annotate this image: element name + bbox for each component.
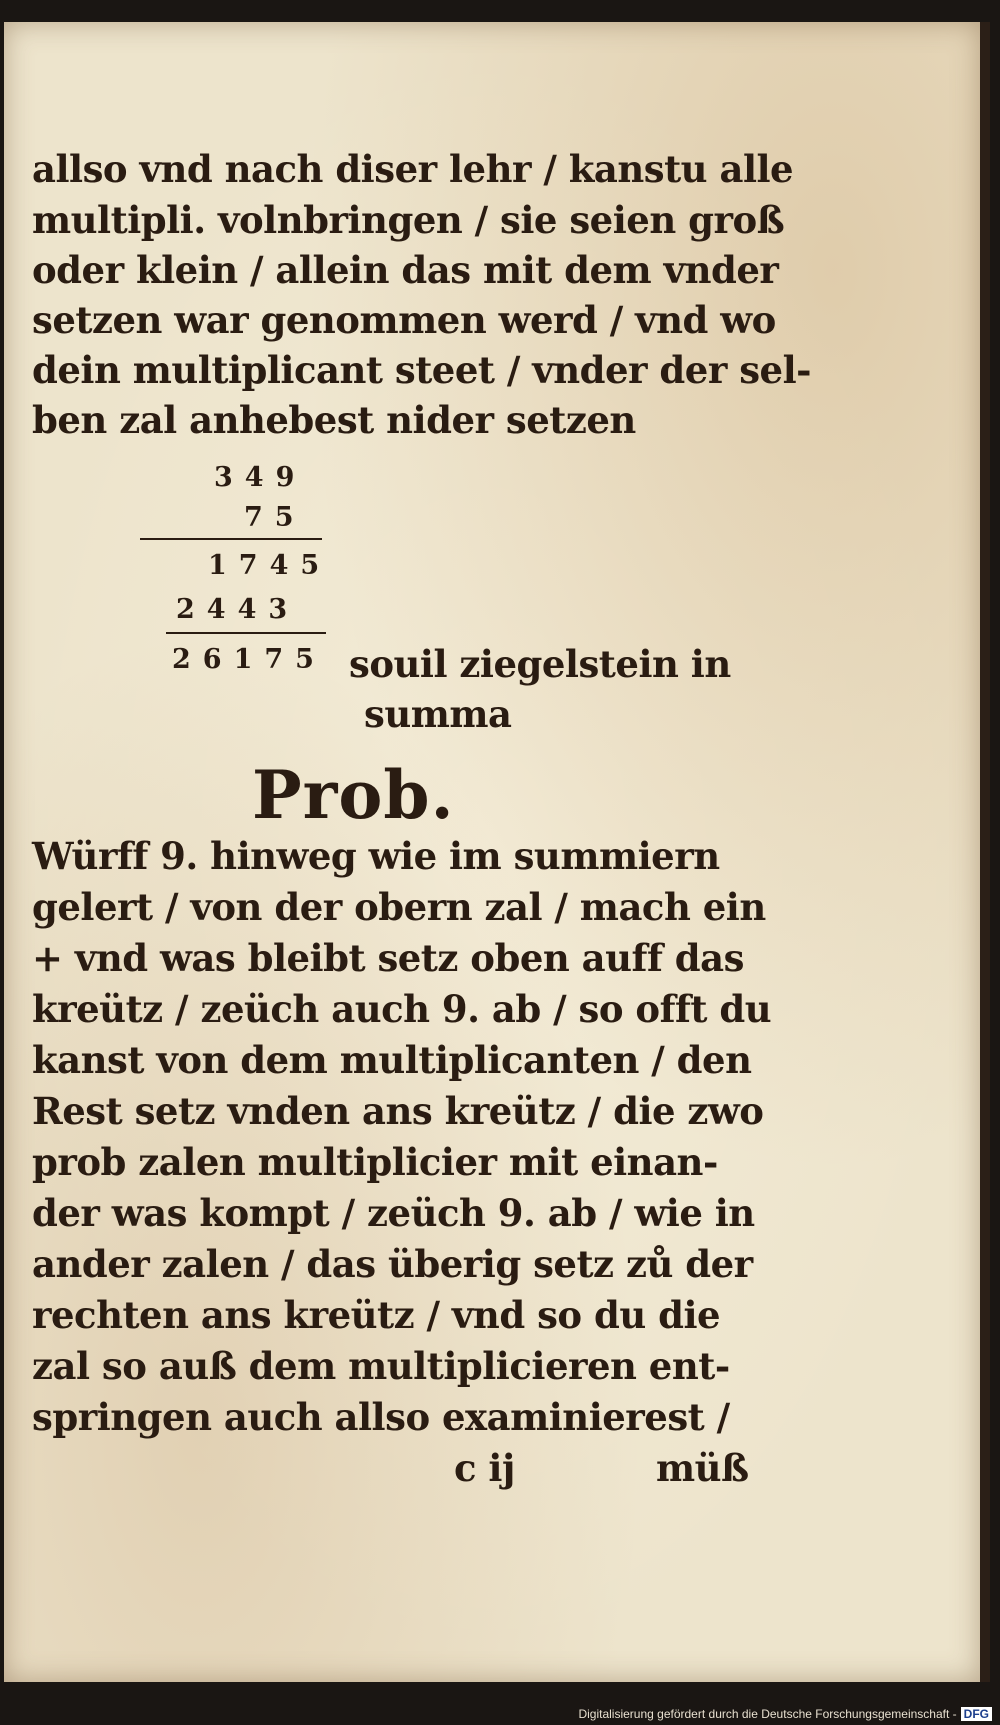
text-line: dein multiplicant steet / vnder der sel- xyxy=(32,348,811,392)
result: 26175 xyxy=(172,644,326,675)
text-line: kanst von dem multiplicanten / den xyxy=(32,1038,752,1082)
text-line: setzen war genommen werd / vnd wo xyxy=(32,298,776,342)
partial-product-2: 2443 xyxy=(176,594,300,625)
text-line: gelert / von der obern zal / mach ein xyxy=(32,885,766,929)
text-line: ander zalen / das überig setz zů der xyxy=(32,1242,753,1286)
partial-product-1: 1745 xyxy=(208,550,332,581)
text-line: prob zalen multiplicier mit einan- xyxy=(32,1140,718,1184)
text-line: kreütz / zeüch auch 9. ab / so offt du xyxy=(32,987,772,1031)
multiplicand: 349 xyxy=(214,462,307,493)
text-line: ben zal anhebest nider setzen xyxy=(32,398,636,442)
text-line: + vnd was bleibt setz oben auff das xyxy=(32,936,744,980)
text-line: allso vnd nach diser lehr / kanstu alle xyxy=(32,147,794,191)
text-line: springen auch allso examinierest / xyxy=(32,1395,730,1439)
text-line: multipli. volnbringen / sie seien groß xyxy=(32,198,785,242)
result-note: souil ziegelstein in xyxy=(349,642,731,686)
multiplier: 75 xyxy=(244,502,306,533)
dfg-logo: DFG xyxy=(961,1707,992,1721)
text-line: zal so auß dem multiplicieren ent- xyxy=(32,1344,730,1388)
text-line: der was kompt / zeüch 9. ab / wie in xyxy=(32,1191,755,1235)
sum-rule xyxy=(140,538,322,540)
signature-mark: c ij xyxy=(454,1446,515,1490)
text-line: Würff 9. hinweg wie im summiern xyxy=(32,834,720,878)
text-line: oder klein / allein das mit dem vnder xyxy=(32,248,779,292)
result-rule xyxy=(166,632,326,634)
result-note: summa xyxy=(364,692,512,736)
section-heading: Prob. xyxy=(252,756,455,834)
catchword: müß xyxy=(656,1446,749,1490)
digitization-credit xyxy=(578,1707,992,1721)
credit-text: Digitalisierung gefördert durch die Deutsche Forschungsgemeinschaft - xyxy=(578,1707,957,1721)
text-line: Rest setz vnden ans kreütz / die zwo xyxy=(32,1089,764,1133)
book-page xyxy=(4,22,990,1682)
text-line: rechten ans kreütz / vnd so du die xyxy=(32,1293,721,1337)
